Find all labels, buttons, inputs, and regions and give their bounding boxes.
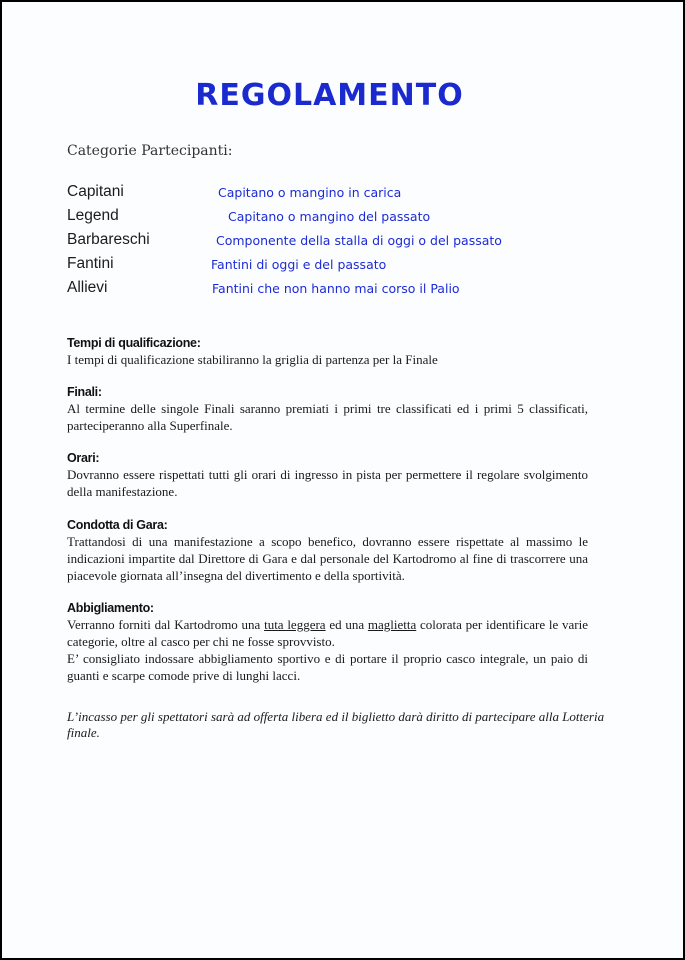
underlined-text-tuta: tuta leggera [264,617,326,632]
category-name: Barbareschi [67,231,150,248]
category-description: Componente della stalla di oggi o del passato [216,233,502,248]
category-row-allievi [67,279,627,303]
section-heading: Abbigliamento: [67,601,154,615]
body-text: ed una [325,617,368,632]
section-finali [67,384,588,434]
section-body: Al termine delle singole Finali saranno premiati i primi tre classificati ed i primi 5 classificati, parteciperanno alla Superfinale. [67,401,588,433]
section-orari [67,450,588,500]
section-body-second: E’ consigliato indossare abbigliamento sportivo e di portare il proprio casco integrale, un paio di guanti e scarpe comode prive di lunghi lacci. [67,651,588,683]
body-text: Verranno forniti dal Kartodromo una [67,617,265,632]
category-name: Fantini [67,255,114,272]
section-condotta [67,517,588,584]
category-name: Legend [67,207,119,224]
section-heading: Condotta di Gara: [67,518,168,532]
body-text: colorata per identificare le varie categorie, oltre al casco per chi ne fosse sprovvisto. [67,617,588,649]
underlined-text-maglietta: maglietta [367,617,417,632]
category-description: Capitano o mangino del passato [228,209,431,224]
section-body: Trattandosi di una manifestazione a scopo benefico, dovranno essere rispettate al massimo le indicazioni impartite dal Direttore di Gara e dal personale del Kartodromo al fine di trascorrere una piacevole giornata all’insegna del divertimento e della sportività. [67,534,588,583]
section-body: Dovranno essere rispettati tutti gli orari di ingresso in pista per permettere il regolare svolgimento della manifestazione. [67,467,588,499]
section-abbigliamento [67,600,588,684]
section-heading: Orari: [67,451,100,465]
section-heading: Tempi di qualificazione: [67,336,201,350]
categories-heading: Categorie Partecipanti: [67,143,233,159]
section-body [67,616,588,650]
page-title: REGOLAMENTO [195,78,464,113]
document-page [2,2,683,958]
category-name: Allievi [67,279,108,296]
category-description: Fantini che non hanno mai corso il Palio [212,281,460,296]
category-row-fantini [67,255,627,279]
category-row-barbareschi [67,231,627,255]
category-name: Capitani [67,183,124,200]
section-tempi [67,335,588,368]
category-row-legend [67,207,627,231]
category-description: Fantini di oggi e del passato [211,257,387,272]
section-heading: Finali: [67,385,102,399]
closing-note: L’incasso per gli spettatori sarà ad offerta libera ed il biglietto darà diritto di partecipare alla Lotteria finale. [67,709,605,740]
category-row-capitani [67,183,627,207]
section-body: I tempi di qualificazione stabiliranno la griglia di partenza per la Finale [67,352,438,367]
category-description: Capitano o mangino in carica [218,185,402,200]
